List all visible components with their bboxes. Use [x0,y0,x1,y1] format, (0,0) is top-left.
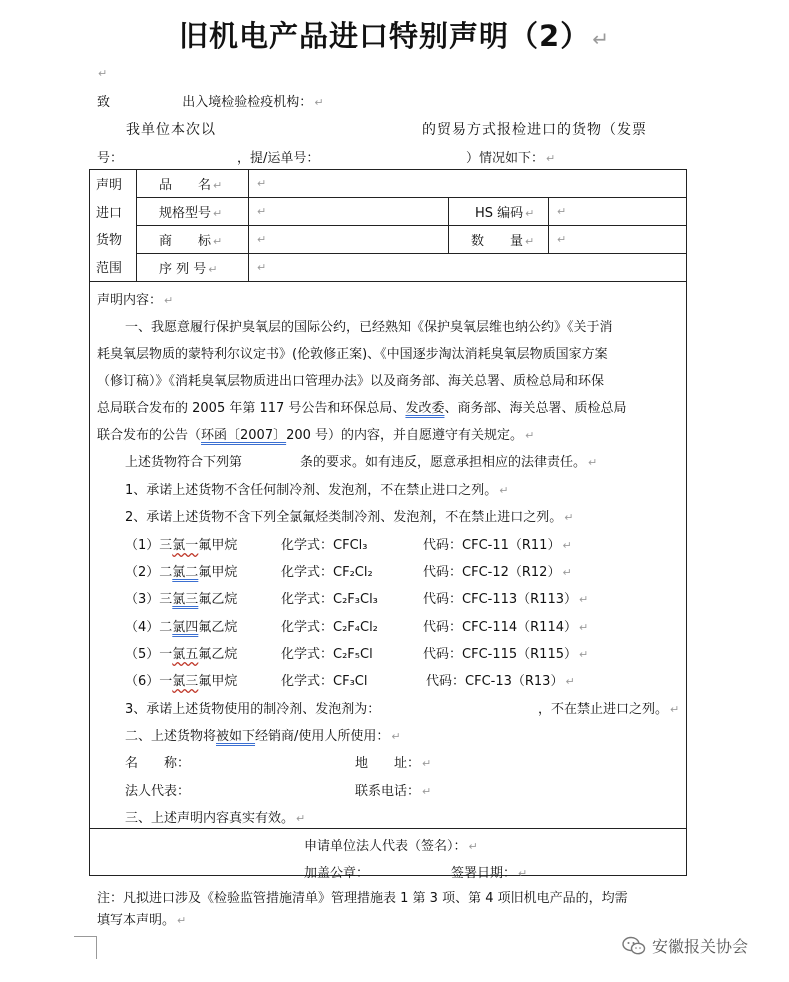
sign-date-label: 签署日期： ↵ [451,866,528,881]
section-label-char: 进口 [96,205,123,221]
watermark [622,934,748,957]
section-2: 二、上述货物将被如下经销商/使用人所使用： ↵ [125,729,401,744]
chemical-code: 代码：CFC-12（R12） ↵ [423,565,572,580]
para1-line: 一、我愿意履行保护臭氧层的国际公约，已经熟知《保护臭氧层维也纳公约》《关于消 [125,320,613,335]
content-border-left [89,281,90,875]
product-name-field[interactable]: ↵ [249,170,687,198]
content-heading: 声明内容： ↵ [97,293,174,308]
hs-code-label: HS 编码 ↵ [449,198,549,226]
section-label-char: 声明 [96,178,123,194]
hs-code-field[interactable]: ↵ [549,198,687,226]
intro-line-1-a: 我单位本次以 [126,122,216,138]
chemical-formula: 化学式：CF₃Cl [281,674,368,689]
chemical-row: （3）三氯三氟乙烷 [125,592,238,607]
section-label-cell [90,170,137,282]
user-name-label: 名 称： [125,756,191,771]
chemical-code: 代码：CFC-13（R13） ↵ [426,674,575,689]
legal-rep-label: 法人代表： [125,784,191,799]
chemical-code: 代码：CFC-114（R114） ↵ [423,620,589,635]
commitment-2: 2、承诺上述货物不含下列全氯氟烃类制冷剂、发泡剂，不在禁止进口之列。 ↵ [125,510,574,525]
chemical-formula: 化学式：C₂F₅Cl [281,647,373,662]
quantity-field[interactable]: ↵ [549,226,687,254]
commitment-3-tail: ，不在禁止进口之列。 ↵ [538,702,680,717]
watermark-text: 安徽报关协会 [652,937,749,956]
signature-divider [89,828,687,829]
commitment-3: 3、承诺上述货物使用的制冷剂、发泡剂为： [125,702,381,717]
goods-table [89,169,687,282]
chemical-row: （6）一氯三氟甲烷 [125,674,238,689]
invoice-label: 号： [97,151,124,166]
addressee-line: 致 出入境检验检疫机构： ↵ [97,95,324,110]
footnote-line-1: 注：凡拟进口涉及《检验监管措施清单》管理措施表 1 第 3 项、第 4 项旧机电产品的，均需 [97,891,628,906]
chemical-formula: 化学式：C₂F₄Cl₂ [281,620,378,635]
commitment-1: 1、承诺上述货物不含任何制冷剂、发泡剂，不在禁止进口之列。 ↵ [125,483,509,498]
seal-label: 加盖公章： [304,866,370,881]
phone-label: 联系电话： ↵ [355,784,432,799]
chemical-formula: 化学式：C₂F₃Cl₃ [281,592,378,607]
empty-paragraph-mark: ↵ [98,67,108,80]
chemical-row: （2）二氯二氟甲烷 [125,565,238,580]
footnote-line-2: 填写本声明。 ↵ [97,913,187,928]
content-border-bottom [89,875,687,876]
para1-line: （修订稿）》《消耗臭氧层物质进出口管理办法》以及商务部、海关总署、质检总局和环保 [97,374,605,389]
agency-label: 出入境检验检疫机构： [182,95,313,110]
ndrc-abbrev: 发改委 [405,401,445,416]
quantity-label: 数 量 ↵ [449,226,549,254]
section-label-char: 货物 [96,233,123,249]
model-field[interactable]: ↵ [249,198,449,226]
user-address-label: 地 址： ↵ [355,756,432,771]
to-label: 致 [97,95,111,110]
section-label-char: 范围 [96,260,123,276]
bill-of-lading-label: ，提/运单号： [237,151,320,166]
chemical-formula: 化学式：CF₂Cl₂ [281,565,373,580]
brand-label: 商 标 ↵ [137,226,249,254]
serial-label: 序 列 号 ↵ [137,254,249,282]
serial-field[interactable]: ↵ [249,254,687,282]
para1-line: 耗臭氧层物质的蒙特利尔议定书》(伦敦修正案)、《中国逐步淘汰消耗臭氧层物质国家方案 [97,347,608,362]
table-row [90,170,687,198]
chemical-code: 代码：CFC-11（R11） ↵ [423,538,572,553]
table-row [90,226,687,254]
para1-line: 联合发布的公告（环函〔2007〕200 号）的内容，并自愿遵守有关规定。 ↵ [97,428,535,443]
notice-number: 环函〔2007〕 [201,428,287,443]
page-corner-mark [74,936,97,959]
table-row [90,198,687,226]
section-3: 三、上述声明内容真实有效。 ↵ [125,811,306,826]
rep-signature-label: 申请单位法人代表（签名）： ↵ [304,839,478,854]
chemical-row: （5）一氯五氟乙烷 [125,647,238,662]
situation-label: ）情况如下： ↵ [466,151,556,166]
para1-line: 总局联合发布的 2005 年第 117 号公告和环保总局、发改委、商务部、海关总署、质检总局 [97,401,627,416]
chemical-formula: 化学式：CFCl₃ [281,538,368,553]
intro-line-1 [126,119,216,139]
intro-line-1-b: 的贸易方式报检进口的货物（发票 [422,122,647,138]
product-name-label: 品 名 ↵ [137,170,249,198]
conform-line: 上述货物符合下列第 条的要求。如有违反，愿意承担相应的法律责任。 ↵ [125,455,598,470]
model-label: 规格型号 ↵ [137,198,249,226]
chemical-row: （4）二氯四氟乙烷 [125,620,238,635]
content-border-right [686,281,687,875]
wechat-icon [622,936,646,956]
intro-line-2 [97,147,123,166]
chemical-code: 代码：CFC-115（R115） ↵ [423,647,589,662]
brand-field[interactable]: ↵ [249,226,449,254]
table-row [90,254,687,282]
chemical-row: （1）三氯一氟甲烷 [125,538,238,553]
document-title: 旧机电产品进口特别声明（2） ↵ [179,19,610,53]
chemical-code: 代码：CFC-113（R113） ↵ [423,592,589,607]
